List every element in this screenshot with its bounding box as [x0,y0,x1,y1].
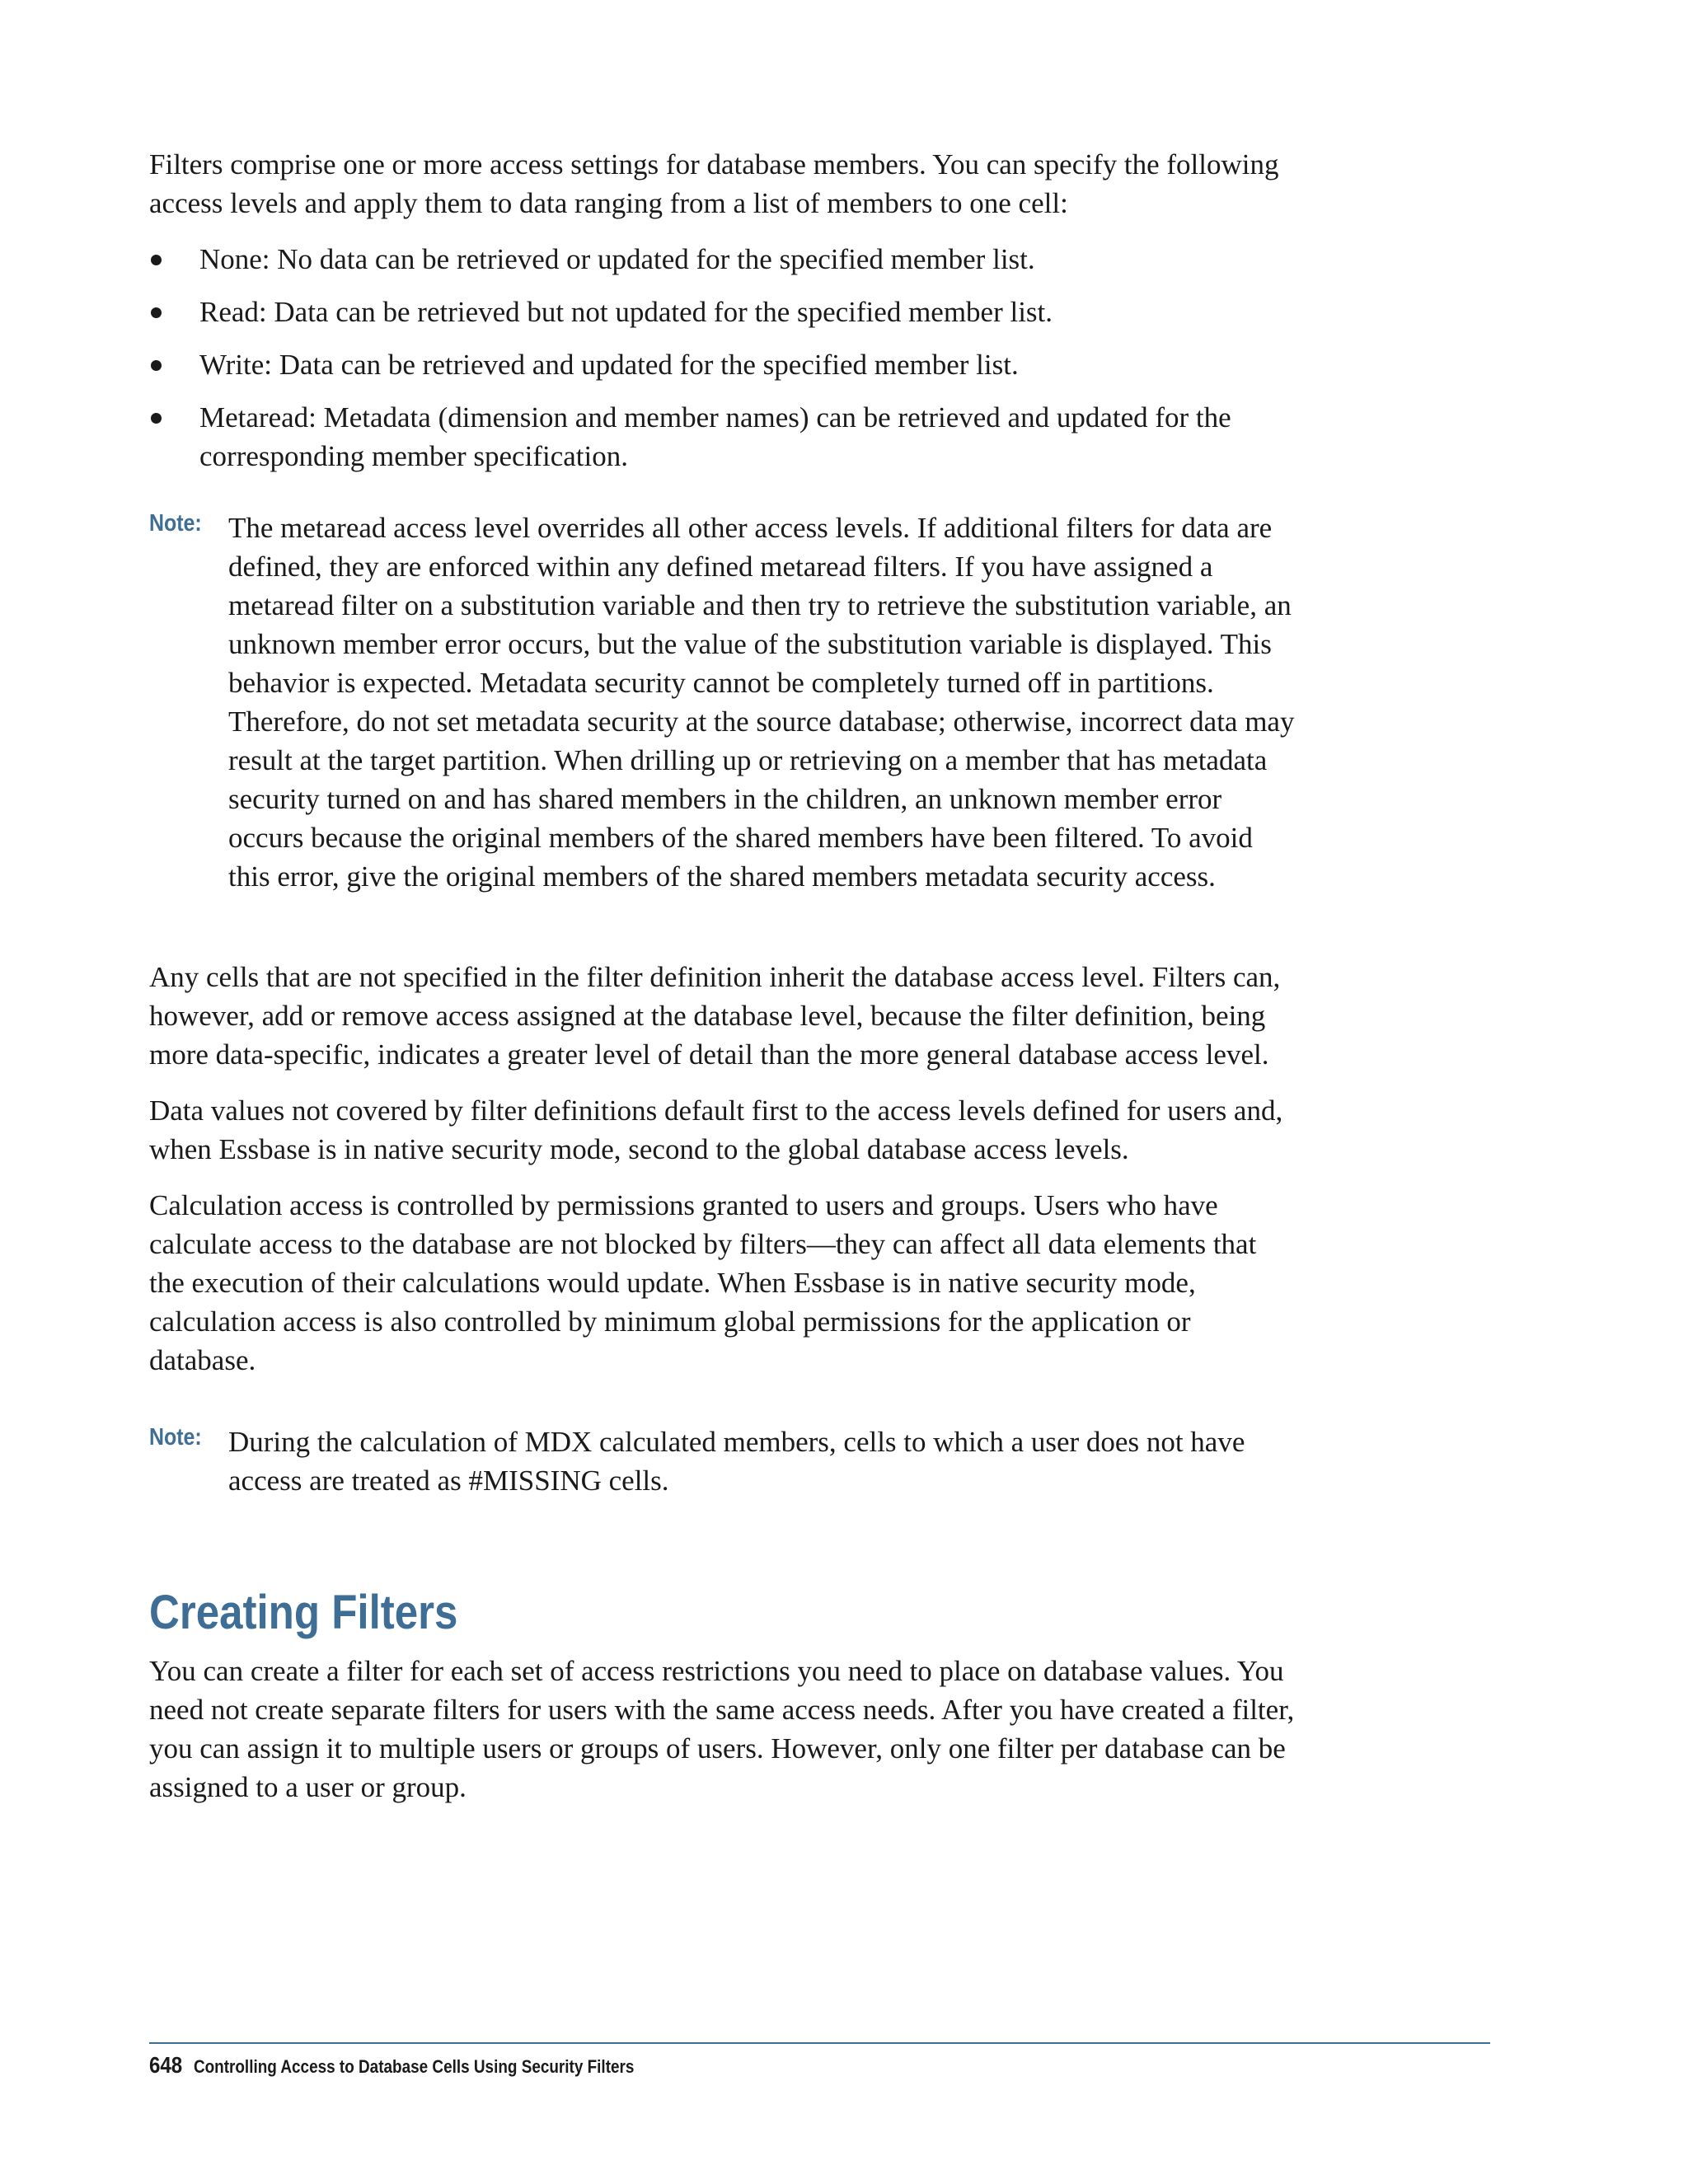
bullet-icon [151,360,162,371]
paragraph: Calculation access is controlled by permissions granted to users and groups. Users who have calculate access to the database are not blocked by filters—they can affect all data elements that the execution of their calculations would update. When Essbase is in native security mode, calculation access is also controlled by minimum global permissions for the application or database. [149,1189,1257,1376]
note-text: During the calculation of MDX calculated members, cells to which a user does not have access are treated as #MISSING cells. [228,1426,1245,1497]
list-item-text: Write: Data can be retrieved and updated for the specified member list. [199,349,1019,381]
intro-paragraph: Filters comprise one or more access settings for database members. You can specify the following access levels and apply them to data ranging from a list of members to one cell: [149,148,1279,219]
page-content [149,145,1295,1824]
list-item [149,398,1295,476]
paragraph: Any cells that are not specified in the filter definition inherit the database access level. Filters can, however, add or remove access assigned at the database level, because the filter definition, being more data-specific, indicates a greater level of detail than the more general database access level. [149,961,1281,1071]
running-title: Controlling Access to Database Cells Using Security Filters [193,2056,635,2077]
list-item-text: Metaread: Metadata (dimension and member names) can be retrieved and updated for the corresponding member specification. [199,401,1231,472]
list-item [149,293,1295,331]
note-label: Note: [149,1424,202,1451]
list-item-text: Read: Data can be retrieved but not updated for the specified member list. [199,296,1053,328]
list-item-text: None: No data can be retrieved or updated for the specified member list. [199,243,1035,275]
section-paragraph: You can create a filter for each set of access restrictions you need to place on database values. You need not create separate filters for users with the same access needs. After you have created a filter, you can assign it to multiple users or groups of users. However, only one filter per database can be assigned to a user or group. [149,1655,1295,1803]
note-text: The metaread access level overrides all other access levels. If additional filters for data are defined, they are enforced within any defined metaread filters. If you have assigned a metaread filter on a substitution variable and then try to retrieve the substitution variable, an unknown member error occurs, but the value of the substitution variable is displayed. This behavior is expected. Metadata security cannot be completely turned off in partitions. Therefore, do not set metadata security at the source database; otherwise, incorrect data may result at the target partition. When drilling up or retrieving on a member that has metadata security turned on and has shared members in the children, an unknown member error occurs because the original members of the shared members have been filtered. To avoid this error, give the original members of the shared members metadata security access. [228,512,1295,893]
footer-divider [149,2042,1490,2044]
page-footer [149,2052,634,2079]
note-label: Note: [149,510,202,537]
note-metaread [149,509,1295,896]
paragraph: Data values not covered by filter definitions default first to the access levels defined for users and, when Essbase is in native security mode, second to the global database access levels. [149,1094,1283,1165]
page-number: 648 [149,2052,183,2078]
bullet-icon [151,413,162,424]
access-level-list [149,240,1295,476]
list-item [149,240,1295,279]
bullet-icon [151,255,162,265]
bullet-icon [151,307,162,318]
note-mdx [149,1422,1295,1500]
list-item [149,345,1295,384]
section-heading: Creating Filters [149,1586,458,1639]
